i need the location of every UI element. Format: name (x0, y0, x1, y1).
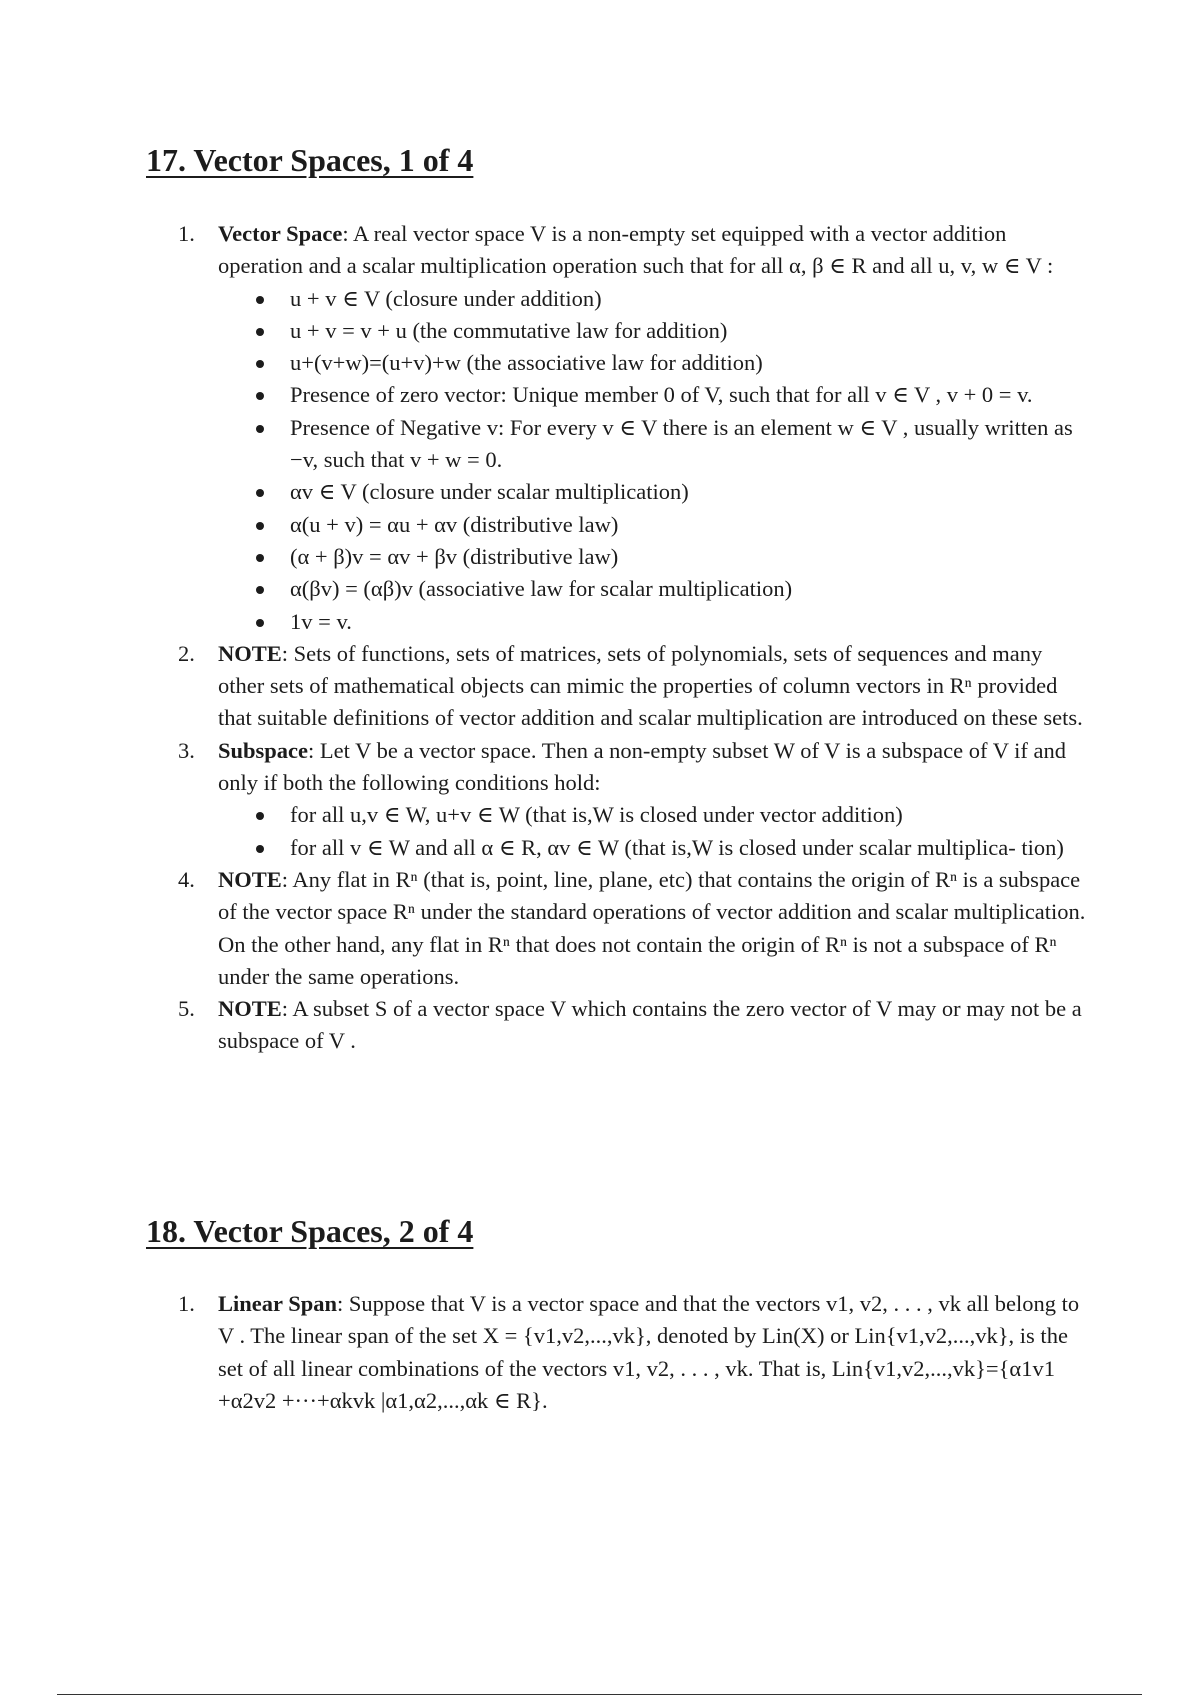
bullet-text: α(βv) = (αβ)v (associative law for scalar multiplication) (290, 576, 793, 602)
bullet-item (218, 541, 1090, 573)
section-18-list (0, 1288, 1200, 1417)
item-text: : Any flat in Rⁿ (that is, point, line, plane, etc) that contains the origin of Rⁿ is a subspace of the vector space Rⁿ under the standard operations of vector addition and scalar multiplication. On the other hand, any flat in Rⁿ that does not contain the origin of Rⁿ is not a subspace of Rⁿ under the same operations. (218, 866, 1086, 989)
item-term: Vector Space (218, 221, 343, 246)
bullet-item (218, 606, 1090, 638)
section-title-17: 17. Vector Spaces, 1 of 4 (146, 142, 474, 178)
item-number: 3. (178, 737, 195, 763)
bullet-item (218, 283, 1090, 315)
bullet-text: Presence of zero vector: Unique member 0 of V, such that for all v ∈ V , v + 0 = v. (290, 382, 1033, 408)
item-number: 4. (178, 866, 195, 892)
item-term: NOTE (218, 866, 282, 892)
bullet-item (218, 509, 1090, 541)
footer-rule (57, 1694, 1142, 1695)
bullet-text: for all u,v ∈ W, u+v ∈ W (that is,W is closed under vector addition) (290, 802, 903, 828)
bullet-item (218, 476, 1090, 508)
bullet-item (218, 573, 1090, 605)
bullet-dot-icon (256, 619, 264, 627)
bullet-text: u+(v+w)=(u+v)+w (the associative law for addition) (290, 350, 763, 376)
item-text: : Suppose that V is a vector space and that the vectors v1, v2, . . . , vk all belong to V . The linear span of the set X = {v1,v2,...,vk}, denoted by Lin(X) or Lin{v1,v2,...,vk}, is the set of all linear combinations of the vectors v1, v2, . . . , vk. That is, Lin{v1,v2,...,vk}={α1v1 +α2v2 +···+αkvk |α1,α2,...,αk ∈ R}. (218, 1291, 1080, 1413)
list-item (0, 1288, 1200, 1417)
bullet-item (218, 412, 1090, 477)
section-17-list (0, 218, 1200, 1058)
item-number: 2. (178, 640, 195, 666)
bullet-item (218, 832, 1090, 864)
bullet-item (218, 379, 1090, 411)
bullet-dot-icon (256, 360, 264, 368)
bullet-text: Presence of Negative v: For every v ∈ V there is an element w ∈ V , usually written as −v, such that v + w = 0. (290, 414, 1073, 473)
bullet-item (218, 315, 1090, 347)
list-item (0, 864, 1200, 993)
item-text: : Sets of functions, sets of matrices, sets of polynomials, sets of sequences and many other sets of mathematical objects can mimic the properties of column vectors in Rⁿ provided that suitable definitions of vector addition and scalar multiplication are introduced on these sets. (218, 640, 1083, 731)
bullet-text: u + v ∈ V (closure under addition) (290, 285, 602, 311)
bullet-dot-icon (256, 554, 264, 562)
list-item (0, 218, 1200, 638)
list-item (0, 993, 1200, 1058)
list-item (0, 638, 1200, 735)
bullet-text: for all v ∈ W and all α ∈ R, αv ∈ W (that is,W is closed under scalar multiplica- tion) (290, 834, 1064, 860)
bullet-text: α(u + v) = αu + αv (distributive law) (290, 511, 619, 537)
section-title-18: 18. Vector Spaces, 2 of 4 (146, 1213, 474, 1249)
item-term: Linear Span (218, 1291, 338, 1316)
bullet-dot-icon (256, 586, 264, 594)
item-text: : A subset S of a vector space V which contains the zero vector of V may or may not be a subspace of V . (218, 996, 1082, 1054)
item-number: 1. (178, 1291, 195, 1316)
item-term: NOTE (218, 996, 282, 1022)
item-number: 1. (178, 221, 195, 246)
bullet-dot-icon (256, 328, 264, 336)
bullet-text: 1v = v. (290, 608, 352, 634)
list-item (0, 735, 1200, 864)
bullet-text: u + v = v + u (the commutative law for addition) (290, 317, 728, 343)
bullet-text: αv ∈ V (closure under scalar multiplication) (290, 479, 689, 505)
bullet-item (218, 347, 1090, 379)
bullet-dot-icon (256, 812, 264, 820)
item-text: : Let V be a vector space. Then a non-empty subset W of V is a subspace of V if and only if both the following conditions hold: (218, 737, 1067, 796)
bullet-text: (α + β)v = αv + βv (distributive law) (290, 543, 619, 569)
bullet-dot-icon (256, 296, 264, 304)
bullet-dot-icon (256, 425, 264, 433)
item-text: : A real vector space V is a non-empty set equipped with a vector addition operation and a scalar multiplication operation such that for all α, β ∈ R and all u, v, w ∈ V : (218, 221, 1054, 279)
item-number: 5. (178, 996, 195, 1022)
bullet-list (218, 799, 1090, 864)
bullet-dot-icon (256, 489, 264, 497)
bullet-dot-icon (256, 845, 264, 853)
bullet-dot-icon (256, 522, 264, 530)
bullet-dot-icon (256, 392, 264, 400)
bullet-item (218, 799, 1090, 831)
item-term: NOTE (218, 640, 282, 666)
item-term: Subspace (218, 737, 309, 763)
bullet-list (218, 283, 1090, 638)
